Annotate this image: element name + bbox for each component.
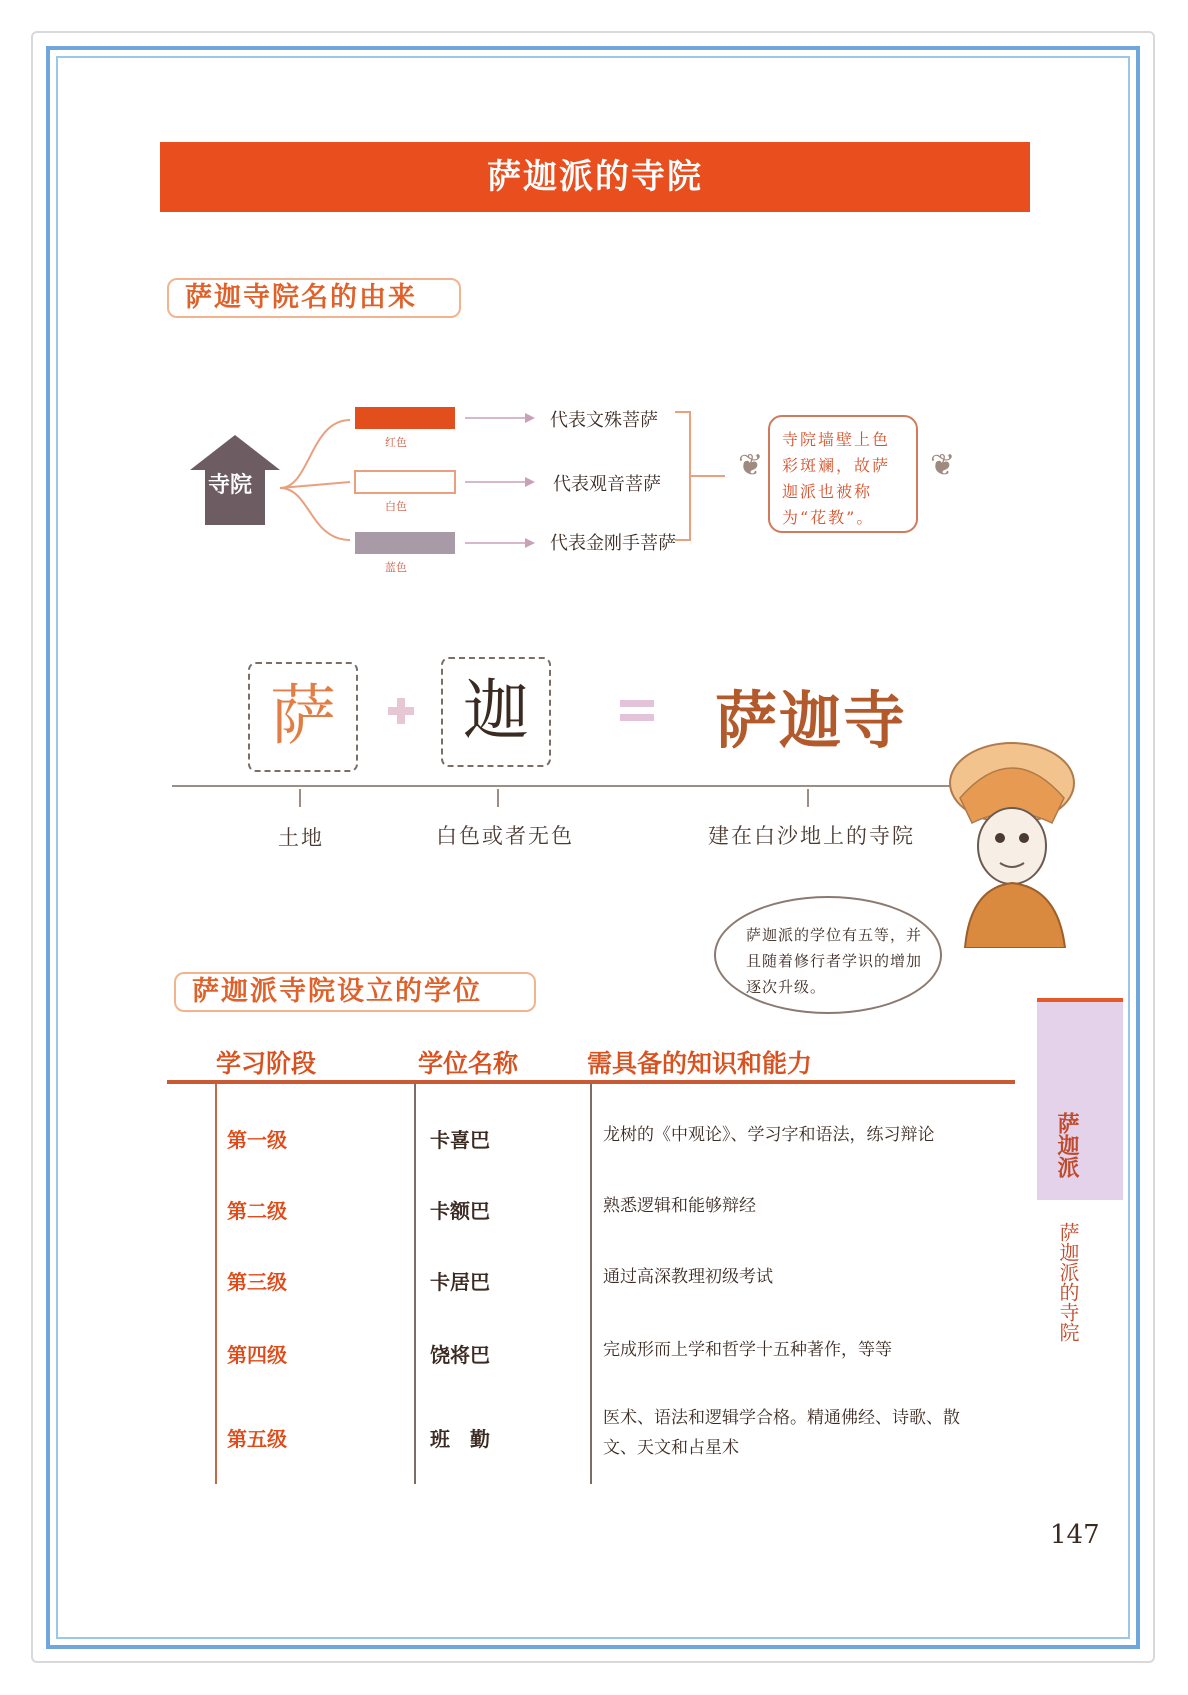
swatch-blue bbox=[355, 532, 455, 554]
label-land: 土地 bbox=[278, 826, 324, 850]
requirement-5: 医术、语法和逻辑学合格。精通佛经、诗歌、散文、天文和占星术 bbox=[603, 1408, 960, 1458]
column-divider bbox=[215, 1084, 217, 1484]
side-subtitle: 萨迦派的寺院 bbox=[1056, 1222, 1080, 1342]
house-label: 寺院 bbox=[207, 472, 252, 498]
equals-icon bbox=[620, 700, 654, 722]
level-4: 第四级 bbox=[227, 1343, 287, 1367]
ornament-right-icon: ❦ bbox=[930, 448, 956, 483]
degree-1: 卡喜巴 bbox=[430, 1128, 490, 1152]
char-box-sa: 萨 bbox=[248, 662, 358, 772]
char-box-jia: 迦 bbox=[441, 657, 551, 767]
result-sakya-temple: 萨迦寺 bbox=[715, 684, 908, 757]
swatch-red bbox=[355, 407, 455, 429]
page-title: 萨迦派的寺院 bbox=[160, 142, 1030, 212]
note-box bbox=[768, 415, 918, 533]
bracket-right bbox=[675, 412, 690, 540]
section-title-name-origin: 萨迦寺院名的由来 bbox=[167, 278, 461, 318]
speech-bubble bbox=[714, 896, 942, 1014]
color-name-red: 红色 bbox=[385, 436, 407, 449]
section-title-degrees: 萨迦派寺院设立的学位 bbox=[174, 972, 536, 1012]
degree-3: 卡居巴 bbox=[430, 1270, 490, 1294]
header-degree: 学位名称 bbox=[418, 1049, 519, 1078]
degree-5: 班 勤 bbox=[430, 1427, 490, 1451]
note-text: 寺院墙壁上色彩斑斓，故萨迦派也被称为“花教”。 bbox=[782, 430, 891, 527]
header-requirement: 需具备的知识和能力 bbox=[587, 1049, 813, 1078]
side-title: 萨迦派 bbox=[1054, 1112, 1080, 1178]
speech-text: 萨迦派的学位有五等，并且随着修行者学识的增加逐次升级。 bbox=[746, 926, 923, 996]
column-divider bbox=[414, 1084, 416, 1484]
meaning-white: 代表观音菩萨 bbox=[553, 474, 661, 495]
column-divider bbox=[590, 1084, 592, 1484]
header-stage: 学习阶段 bbox=[216, 1049, 317, 1078]
label-white: 白色或者无色 bbox=[436, 824, 574, 848]
meaning-red: 代表文殊菩萨 bbox=[550, 410, 658, 431]
label-temple: 建在白沙地上的寺院 bbox=[708, 824, 915, 848]
degree-2: 卡额巴 bbox=[430, 1199, 490, 1223]
timeline-tick bbox=[807, 789, 809, 807]
requirement-3: 通过高深教理初级考试 bbox=[603, 1267, 773, 1287]
swatch-white bbox=[355, 471, 455, 493]
ornament-left-icon: ❦ bbox=[738, 448, 764, 483]
requirement-4: 完成形而上学和哲学十五种著作，等等 bbox=[603, 1340, 892, 1360]
color-name-blue: 蓝色 bbox=[385, 561, 407, 574]
level-2: 第二级 bbox=[227, 1199, 287, 1223]
timeline-tick bbox=[299, 789, 301, 807]
level-3: 第三级 bbox=[227, 1270, 287, 1294]
timeline-tick bbox=[497, 789, 499, 807]
level-1: 第一级 bbox=[227, 1128, 287, 1152]
requirement-2: 熟悉逻辑和能够辩经 bbox=[603, 1196, 756, 1216]
brace-line-bottom bbox=[280, 488, 350, 540]
page-number: 147 bbox=[1050, 1520, 1100, 1550]
color-name-white: 白色 bbox=[385, 500, 407, 513]
meaning-blue: 代表金刚手菩萨 bbox=[550, 533, 676, 554]
timeline-line bbox=[172, 785, 992, 787]
requirement-1: 龙树的《中观论》、学习字和语法，练习辩论 bbox=[603, 1125, 935, 1145]
degree-4: 饶将巴 bbox=[430, 1343, 490, 1367]
brace-line-top bbox=[280, 420, 350, 488]
monk-illustration bbox=[940, 728, 1080, 948]
plus-icon bbox=[388, 698, 414, 724]
level-5: 第五级 bbox=[227, 1427, 287, 1451]
